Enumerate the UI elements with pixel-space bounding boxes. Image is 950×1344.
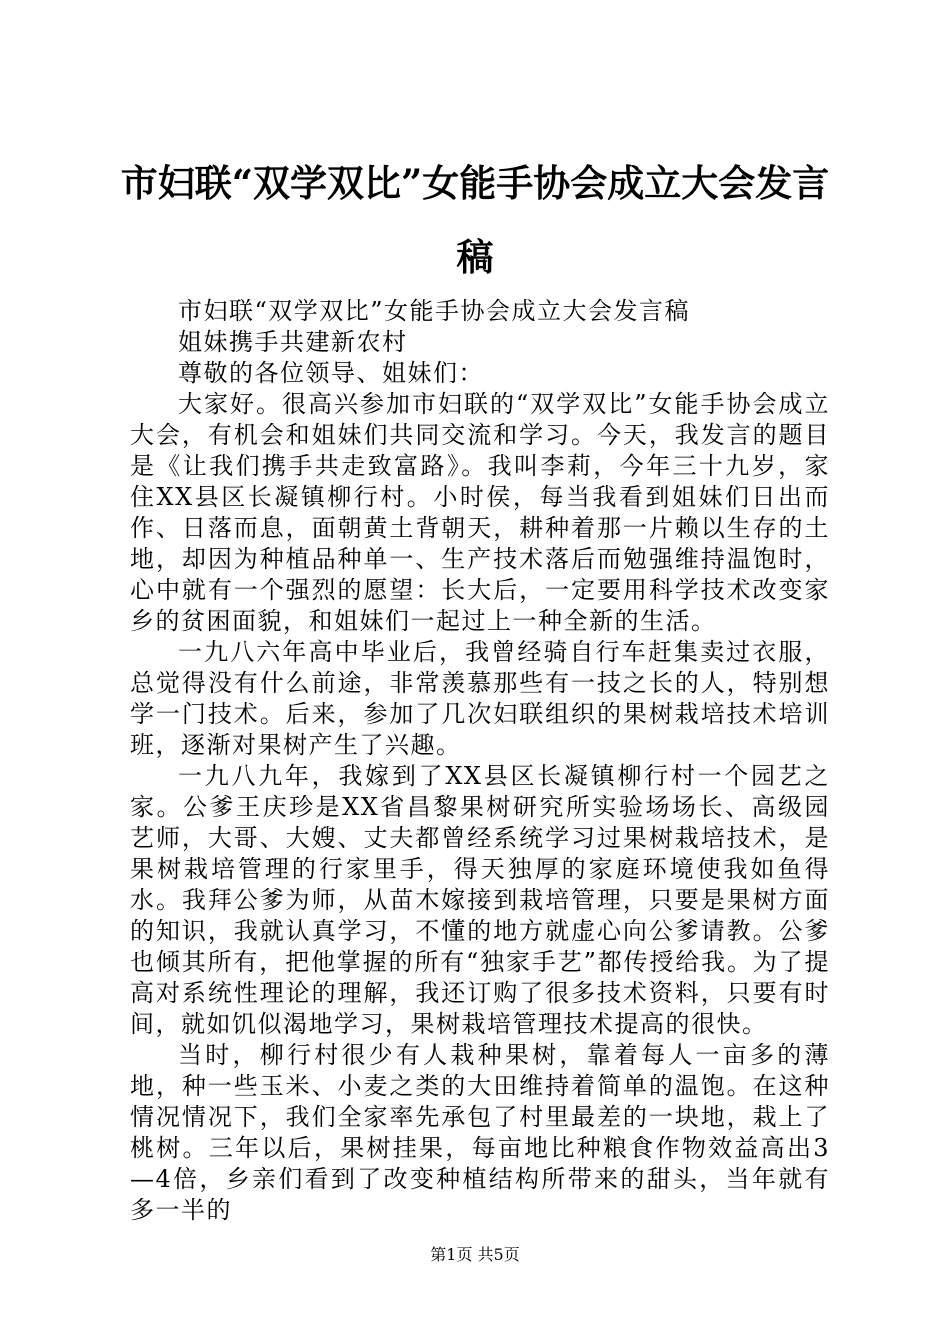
paragraph-introduction: 大家好。很高兴参加市妇联的“双学双比”女能手协会成立大会，有机会和姐妹们共同交流和学习。今天，我发言的题目是《让我们携手共走致富路》。我叫李莉，今年三十九岁，家住XX县区长凝镇柳行村。小时侯，每当我看到姐妹们日出而作、日落而息，面朝黄土背朝天，耕种着那一片赖以生存的土地，却因为种植品种单一、生产技术落后而勉强维持温饱时，心中就有一个强烈的愿望：长大后，一定要用科学技术改变家乡的贫困面貌，和姐妹们一起过上一种全新的生活。 bbox=[130, 390, 830, 635]
paragraph-1986: 一九八六年高中毕业后，我曾经骑自行车赶集卖过衣服，总觉得没有什么前途，非常羡慕那些有一技之长的人，特别想学一门技术。后来，参加了几次妇联组织的果树栽培技术培训班，逐渐对果树产生了兴趣。 bbox=[130, 638, 830, 759]
paragraph-repeat-title: 市妇联“双学双比”女能手协会成立大会发言稿 bbox=[178, 297, 691, 325]
paragraph-1989: 一九八九年，我嫁到了XX县区长凝镇柳行村一个园艺之家。公爹王庆珍是XX省昌黎果树研究所实验场场长、高级园艺师，大哥、大嫂、丈夫都曾经系统学习过果树栽培技术，是果树栽培管理的行家里手，得天独厚的家庭环境使我如鱼得水。我拜公爹为师，从苗木嫁接到栽培管理，只要是果树方面的知识，我就认真学习，不懂的地方就虚心向公爹请教。公爹也倾其所有，把他掌握的所有“独家手艺”都传授给我。为了提高对系统性理论的理解，我还订购了很多技术资料，只要有时间，就如饥似渴地学习，果树栽培管理技术提高的很快。 bbox=[130, 762, 830, 1038]
document-body bbox=[130, 296, 830, 1226]
paragraph-salutation: 尊敬的各位领导、姐妹们： bbox=[178, 359, 484, 387]
paragraph-subtitle: 姐妹携手共建新农村 bbox=[178, 328, 408, 356]
page-footer: 第1页 共5页 bbox=[430, 1245, 520, 1264]
document-title: 市妇联“双学双比”女能手协会成立大会发言稿 bbox=[120, 161, 830, 279]
paragraph-orchard: 当时，柳行村很少有人栽种果树，靠着每人一亩多的薄地，种一些玉米、小麦之类的大田维持着简单的温饱。在这种情况情况下，我们全家率先承包了村里最差的一块地，栽上了桃树。三年以后，果树挂果，每亩地比种粮食作物效益高出3—4倍，乡亲们看到了改变种植结构所带来的甜头，当年就有多一半的 bbox=[130, 1041, 830, 1224]
